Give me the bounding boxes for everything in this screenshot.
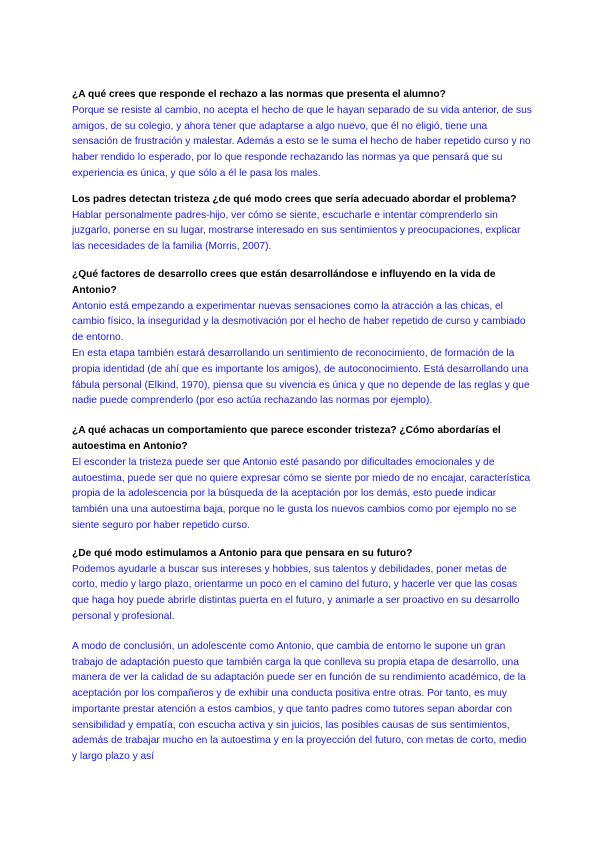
qa-section-4	[72, 423, 532, 534]
question-heading: ¿A qué achacas un comportamiento que parece esconder tristeza? ¿Cómo abordarías el autoestima en Antonio?	[72, 425, 501, 452]
section-spacer	[72, 534, 532, 546]
section-spacer	[72, 409, 532, 423]
qa-section-5	[72, 546, 532, 625]
answer-paragraph: Porque se resiste al cambio, no acepta el hecho de que le hayan separado de su vida anterior, de sus amigos, de su colegio, y ahora tener que adaptarse a algo nuevo, que él no eligió, tiene una sensación de frustración y malestar. Además a esto se le suma el hecho de haber repetido curso y no haber rendido lo esperado, por lo que responde rechazando las normas ya que pensará que su experiencia es única, y que sólo a él le pasa los males.	[72, 104, 532, 179]
answer-paragraph: En esta etapa también estará desarrollando un sentimiento de reconocimiento, de formación de la propia identidad (de ahí que es importante los amigos), de autoconocimiento. Está desarrollando una fábula personal (Elkind, 1970), piensa que su vivencia es única y que no depende de las reglas y que nadie puede comprenderlo (por eso actúa rechazando las normas por ejemplo).	[72, 347, 530, 407]
question-heading: ¿De qué modo estimulamos a Antonio para que pensara en su futuro?	[72, 547, 413, 559]
question-heading: ¿A qué crees que responde el rechazo a las normas que presenta el alumno?	[72, 89, 446, 100]
question-heading: ¿Qué factores de desarrollo crees que están desarrollándose e influyendo en la vida de Antonio?	[72, 268, 496, 296]
conclusion-paragraph: A modo de conclusión, un adolescente como Antonio, que cambia de entorno le supone un gran trabajo de adaptación puesto que también carga la que conlleva su propia etapa de desarrollo, una manera de ver la calidad de su adaptación puede ser en función de su rendimiento académico, de la aceptación por los compañeros y de exhibir una conducta positiva entre otras. Por tanto, es muy importante prestar atención a estos cambios, y que tanto padres como tutores sepan abordar con sensibilidad y empatía, con escucha activa y sin juicios, las posibles causas de sus sentimientos, además de trabajar mucho en la autoestima y en la proyección del futuro, con metas de corto, medio y largo plazo y así	[72, 640, 527, 763]
qa-section-1	[72, 87, 532, 182]
question-heading: Los padres detectan tristeza ¿de qué modo crees que sería adecuado abordar el problema?	[72, 193, 517, 205]
section-spacer	[72, 182, 532, 192]
answer-paragraph: El esconder la tristeza puede ser que Antonio esté pasando por dificultades emocionales y de autoestima, puede ser que no quiere expresar cómo se siente por miedo de no encajar, característica propia de la adolescencia por la búsqueda de la aceptación por los demás, esto puede indicar también una una autoestima baja, porque no le gusta los nuevos cambios como por ejemplo no se siente seguro por haber repetido curso.	[72, 456, 531, 531]
answer-paragraph: Hablar personalmente padres-hijo, ver cómo se siente, escucharle e intentar comprenderlo sin juzgarlo, ponerse en su lugar, mostrarse interesado en sus sentimientos y preocupaciones, explicar las necesidades de la familia (Morris, 2007).	[72, 209, 521, 253]
answer-paragraph: Antonio está empezando a experimentar nuevas sensaciones como la atracción a las chicas, el cambio físico, la inseguridad y la desmotivación por el hecho de haber repetido de curso y cambiado de entorno.	[72, 300, 526, 344]
document-page	[72, 87, 532, 765]
section-spacer	[72, 255, 532, 267]
section-spacer	[72, 625, 532, 639]
answer-paragraph: Podemos ayudarle a buscar sus intereses y hobbies, sus talentos y debilidades, poner metas de corto, medio y largo plazo, orientarme un poco en el camino del futuro, y hacerle ver que las cosas que haga hoy puede abrirle distintas puerta en el futuro, y animarle a ser proactivo en su desarrollo personal y profesional.	[72, 563, 520, 622]
qa-section-3	[72, 267, 532, 409]
qa-section-2	[72, 192, 532, 255]
